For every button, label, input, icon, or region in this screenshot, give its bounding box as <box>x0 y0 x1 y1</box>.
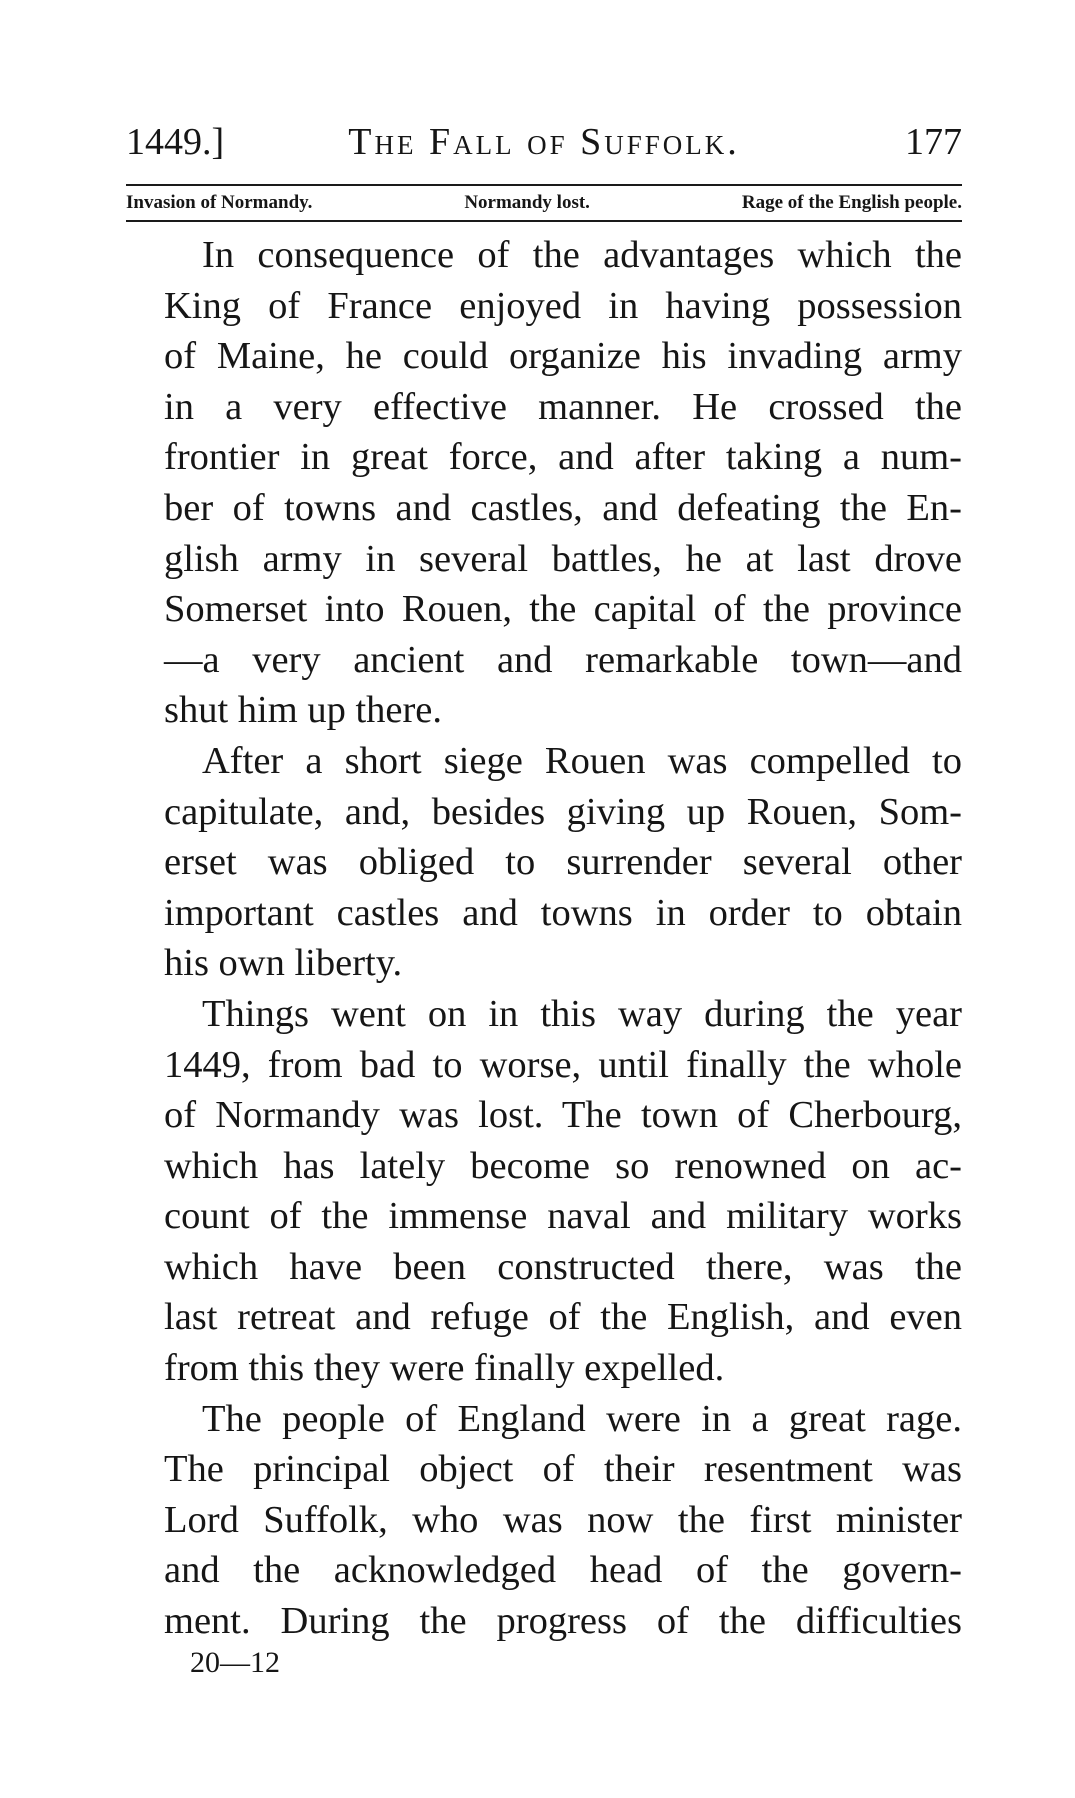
text-line: important castles and towns in order to obtain <box>164 891 962 934</box>
book-page <box>126 112 962 1683</box>
text-line: After a short siege Rouen was compelled to <box>202 739 962 782</box>
paragraph <box>126 736 962 989</box>
text-line: in a very effective manner. He crossed the <box>164 385 962 428</box>
text-line: Somerset into Rouen, the capital of the province <box>164 588 962 631</box>
running-head-title: The Fall of Suffolk. <box>348 121 740 163</box>
text-line: King of France enjoyed in having possession <box>164 284 962 327</box>
text-line: frontier in great force, and after taking a num- <box>164 436 962 479</box>
header-rule-top <box>126 184 962 186</box>
text-line: count of the immense naval and military works <box>164 1195 962 1238</box>
text-line: The people of England were in a great rage. <box>202 1397 962 1440</box>
text-line: erset was obliged to surrender several other <box>164 841 962 884</box>
page-number: 177 <box>905 121 962 163</box>
text-line: The principal object of their resentment was <box>164 1448 962 1491</box>
text-line: 1449, from bad to worse, until finally the whole <box>164 1043 962 1086</box>
running-head <box>126 112 962 172</box>
text-line: of Normandy was lost. The town of Cherbourg, <box>164 1094 962 1137</box>
sidenote-normandy-lost: Normandy lost. <box>464 192 590 213</box>
text-line: of Maine, he could organize his invading army <box>164 335 962 378</box>
text-line: which have been constructed there, was the <box>164 1245 962 1288</box>
text-line: last retreat and refuge of the English, and even <box>164 1296 962 1339</box>
paragraph <box>126 1394 962 1647</box>
body-text <box>126 230 962 1647</box>
text-line: capitulate, and, besides giving up Rouen, Som- <box>164 790 962 833</box>
sidenotes <box>126 188 962 220</box>
text-line: —a very ancient and remarkable town—and <box>164 638 962 681</box>
text-line: which has lately become so renowned on ac- <box>164 1144 962 1187</box>
signature-mark: 20—12 <box>190 1645 280 1679</box>
sidenote-rage: Rage of the English people. <box>741 192 962 213</box>
paragraph <box>126 989 962 1394</box>
header-rule-bottom <box>126 220 962 222</box>
running-head-year: 1449.] <box>126 121 225 163</box>
text-line: from this they were finally expelled. <box>164 1347 725 1390</box>
text-line: his own liberty. <box>164 942 403 985</box>
text-line: Lord Suffolk, who was now the first minister <box>164 1498 962 1541</box>
text-line: In consequence of the advantages which the <box>202 234 962 276</box>
text-line: Things went on in this way during the year <box>202 992 962 1035</box>
text-line: shut him up there. <box>164 689 443 732</box>
text-line: ment. During the progress of the difficulties <box>164 1600 962 1643</box>
sidenote-invasion: Invasion of Normandy. <box>126 192 313 213</box>
text-line: ber of towns and castles, and defeating the En- <box>164 486 962 529</box>
text-line: and the acknowledged head of the govern- <box>164 1549 962 1592</box>
paragraph <box>126 230 962 736</box>
text-line: glish army in several battles, he at last drove <box>164 537 962 580</box>
